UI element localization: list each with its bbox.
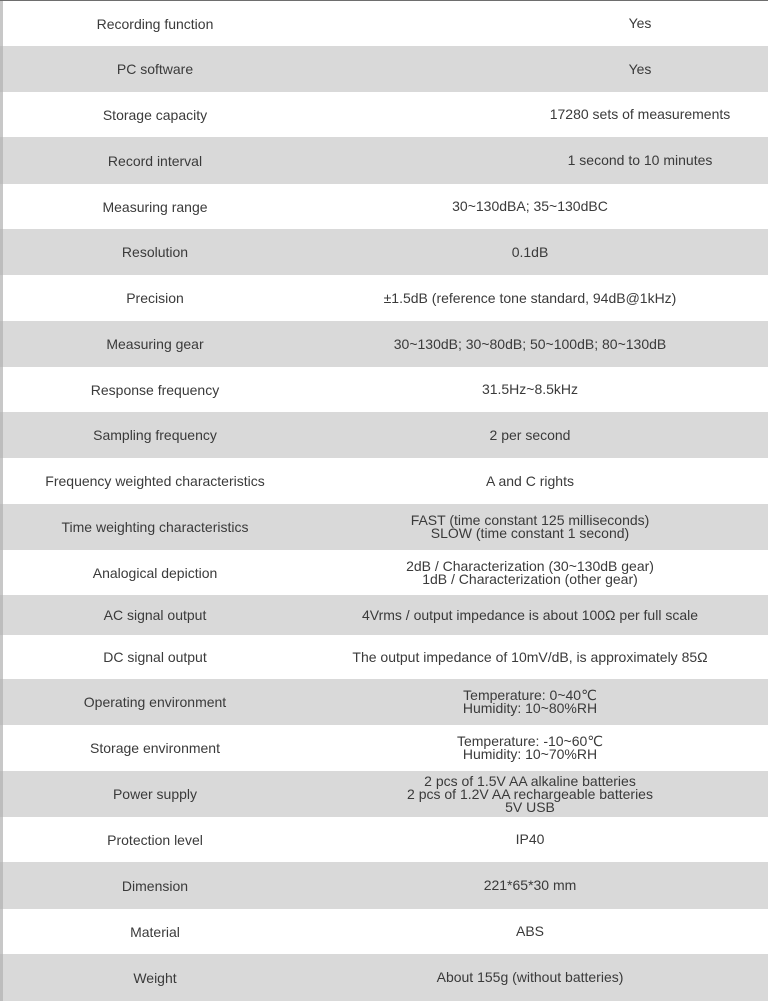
spec-label: Resolution	[121, 244, 189, 260]
spec-label: Sampling frequency	[93, 427, 217, 443]
spec-value: 30~130dB; 30~80dB; 50~100dB; 80~130dB	[393, 335, 667, 352]
spec-value: 2 per second	[489, 426, 571, 443]
spec-label: Frequency weighted characteristics	[45, 473, 265, 489]
spec-label: Precision	[126, 290, 184, 306]
table-row	[0, 595, 768, 635]
table-row	[0, 504, 768, 550]
spec-label: Weight	[133, 969, 177, 986]
spec-value: Yes	[628, 15, 652, 31]
spec-label: PC software	[116, 61, 194, 77]
spec-label: Storage capacity	[102, 106, 208, 123]
spec-value: 0.1dB	[511, 243, 549, 260]
table-row	[0, 92, 768, 137]
spec-value: The output impedance of 10mV/dB, is approximately 85Ω	[352, 648, 708, 665]
table-row	[0, 412, 768, 458]
spec-label: Analogical depiction	[92, 564, 218, 581]
spec-value: FAST (time constant 125 milliseconds) SLOW (time constant 1 second)	[410, 512, 650, 541]
table-row	[0, 458, 768, 504]
spec-label: Response frequency	[90, 381, 220, 398]
spec-label: Power supply	[112, 786, 198, 802]
table-row	[0, 725, 768, 771]
spec-label: Measuring gear	[106, 336, 204, 352]
spec-value: IP40	[515, 831, 545, 847]
spec-value: 221*65*30 mm	[483, 877, 577, 893]
spec-value: 2dB / Characterization (30~130dB gear) 1dB / Characterization (other gear)	[406, 557, 654, 587]
spec-value: 4Vrms / output impedance is about 100Ω per full scale	[361, 606, 699, 623]
table-row	[0, 954, 768, 1001]
spec-label: Time weighting characteristics	[61, 519, 249, 535]
spec-value: ABS	[515, 923, 544, 939]
table-row	[0, 367, 768, 412]
table-row	[0, 46, 768, 92]
table-row	[0, 184, 768, 229]
spec-value: 2 pcs of 1.5V AA alkaline batteries 2 pcs of 1.2V AA rechargeable batteries 5V USB	[407, 772, 653, 815]
spec-value: 31.5Hz~8.5kHz	[481, 381, 579, 397]
table-row	[0, 229, 768, 275]
spec-value: 1 second to 10 minutes	[567, 152, 713, 168]
table-row	[0, 862, 768, 909]
spec-label: Recording function	[96, 15, 214, 32]
spec-label: Operating environment	[83, 694, 227, 710]
spec-label: Record interval	[107, 152, 203, 169]
table-row	[0, 817, 768, 862]
table-row	[0, 1, 768, 46]
spec-label: Storage environment	[90, 740, 220, 756]
spec-label: Dimension	[121, 877, 189, 894]
spec-value: Temperature: 0~40℃ Humidity: 10~80%RH	[462, 687, 598, 716]
table-row	[0, 321, 768, 367]
table-row	[0, 635, 768, 679]
spec-value: A and C rights	[486, 472, 574, 489]
spec-value: About 155g (without batteries)	[436, 969, 624, 985]
table-row	[0, 137, 768, 184]
table-row	[0, 550, 768, 595]
spec-label: Measuring range	[102, 198, 208, 215]
spec-label: DC signal output	[103, 649, 207, 665]
spec-value: ±1.5dB (reference tone standard, 94dB@1kHz)	[383, 289, 677, 306]
table-row	[0, 275, 768, 321]
spec-value: Yes	[628, 60, 652, 77]
table-row	[0, 909, 768, 954]
spec-label: AC signal output	[103, 607, 207, 623]
spec-value: Temperature: -10~60℃ Humidity: 10~70%RH	[456, 733, 604, 762]
spec-label: Protection level	[107, 831, 203, 848]
spec-value: 17280 sets of measurements	[549, 106, 731, 122]
table-row	[0, 771, 768, 817]
spec-value: 30~130dBA; 35~130dBC	[452, 198, 608, 214]
table-row	[0, 679, 768, 725]
spec-label: Material	[130, 923, 180, 940]
